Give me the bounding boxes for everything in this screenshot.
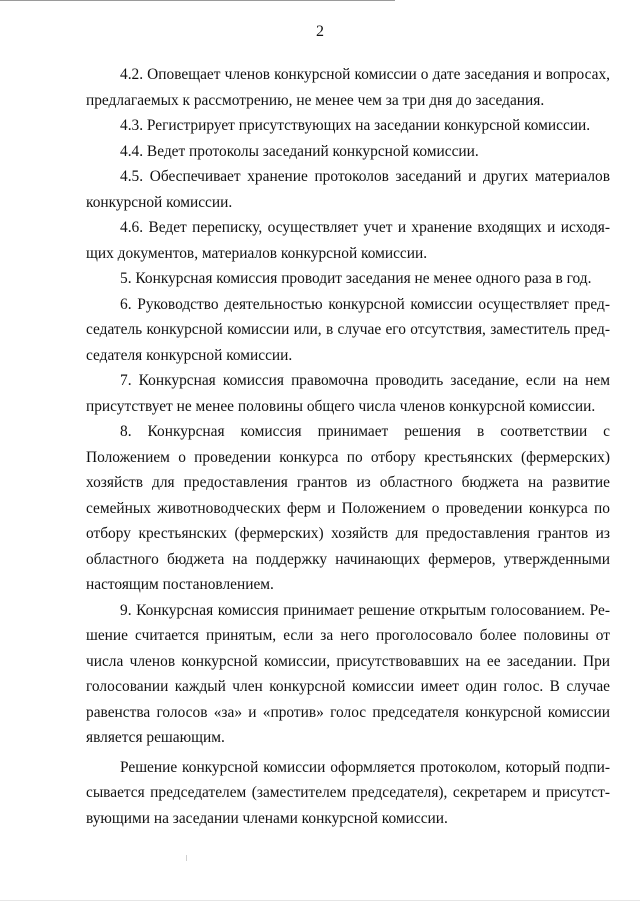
scan-speck — [186, 855, 187, 861]
paragraph-5: 5. Конкурсная комиссия проводит заседания не менее одного раза в год. — [120, 270, 592, 287]
paragraph-4-2: 4.2. Оповещает членов конкурсной комиссии о дате заседания и вопросах, предлагаемых к рассмотрению, не менее чем за три дня до заседания. — [86, 66, 610, 109]
paragraph-6: 6. Руководство деятельностью конкурсной комиссии осуществляет председатель конкурсной комиссии или, в случае его отсутствия, заместитель председателя конкурсной комиссии. — [86, 295, 610, 364]
paragraph-9: 9. Конкурсная комиссия принимает решение открытым голосованием. Решение считается принятым, если за него проголосовало более половины от числа членов конкурсной комиссии, присутствовавших на ее заседании. При голосовании каждый член конкурсной комиссии имеет один голос. В случае равенства голосов «за» и «против» голос председателя конкурсной комиссии является решающим. — [86, 601, 610, 746]
paragraph-8: 8. Конкурсная комиссия принимает решения в соответствии с Положением о проведении конкурса по отбору крестьянских (фермерских) хозяйств для предоставления грантов из областного бюджета на развитие семейных животноводческих ферм и Положением о проведении конкурса по отбору крестьянских (фермерских) хозяйств для предоставления грантов из областного бюджета на поддержку начинающих фермеров, утвержденными настоящим постановлением. — [86, 423, 610, 593]
paragraph-decision: Решение конкурсной комиссии оформляется протоколом, который подписывается председателем (заместителем председателя), секретарем и присутствующими на заседании членами конкурсной комиссии. — [86, 758, 610, 827]
page-number: 2 — [316, 23, 324, 40]
scan-artifact-bottom — [0, 900, 640, 901]
paragraph-4-5: 4.5. Обеспечивает хранение протоколов заседаний и других материалов конкурсной комиссии. — [86, 168, 610, 211]
document-body — [86, 62, 610, 831]
paragraph-4-4: 4.4. Ведет протоколы заседаний конкурсной комиссии. — [120, 142, 479, 160]
paragraph-4-3: 4.3. Регистрирует присутствующих на заседании конкурсной комиссии. — [120, 117, 591, 134]
paragraph-7: 7. Конкурсная комиссия правомочна проводить заседание, если на нем присутствует не менее половины общего числа членов конкурсной комиссии. — [86, 372, 610, 415]
paragraph-4-6: 4.6. Ведет переписку, осуществляет учет и хранение входящих и исходящих документов, материалов конкурсной комиссии. — [86, 219, 610, 262]
scan-artifact-line — [0, 0, 395, 1]
